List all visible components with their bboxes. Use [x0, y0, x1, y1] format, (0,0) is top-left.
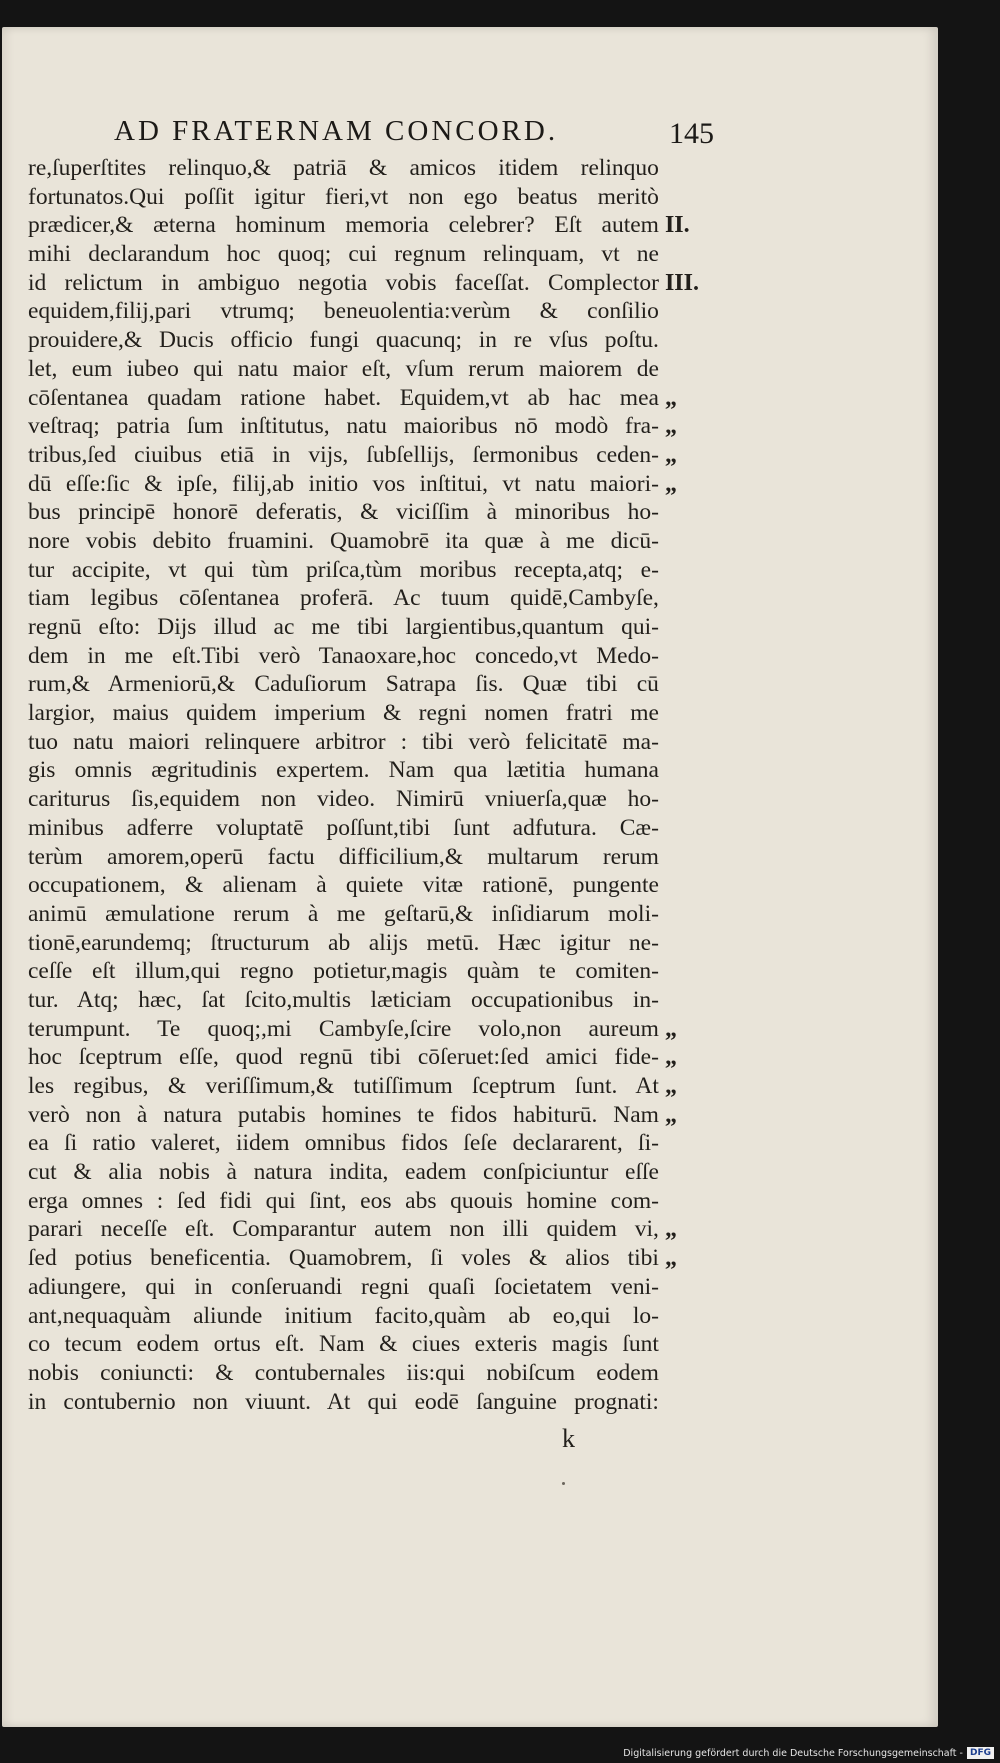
- margin-marker: „: [664, 1073, 677, 1099]
- line-text: minibus adferre voluptatē poſſunt,tibi ſunt adfutura. Cæ-: [28, 814, 659, 841]
- margin-marker: „: [664, 441, 677, 468]
- line-text: prædicer,& æterna hominum memoria celebrer? Eſt autem: [28, 212, 659, 239]
- line-text: bus principē honorē deferatis, & viciſſim à minoribus ho-: [28, 499, 659, 526]
- paper-speck: [562, 1482, 565, 1485]
- text-line: [28, 756, 708, 785]
- line-text: nore vobis debito fruamini. Quamobrē ita quæ à me dicū-: [28, 527, 659, 554]
- line-text: gis omnis ægritudinis expertem. Nam qua lætitia humana: [28, 757, 659, 784]
- line-text: animū æmulatione rerum à me geſtarū,& inſidiarum moli-: [28, 900, 659, 927]
- margin-marker: „: [664, 1015, 677, 1042]
- text-line: [28, 1302, 708, 1331]
- margin-marker: „: [664, 384, 677, 411]
- text-line: [28, 326, 708, 355]
- text-line: [28, 584, 708, 613]
- footer-credit: Digitalisierung gefördert durch die Deutsche Forschungsgemeinschaft -: [623, 1747, 963, 1759]
- text-line: [28, 355, 708, 384]
- line-text: verò non à natura putabis homines te fidos habiturū. Nam: [28, 1101, 659, 1128]
- line-text: dū eſſe:ſic & ipſe, filij,ab initio vos inſtitui, vt natu maiori-: [28, 470, 659, 497]
- margin-marker: „: [664, 413, 677, 440]
- line-text: cōſentanea quadam ratione habet. Equidem,vt ab hac mea: [28, 384, 659, 411]
- text-line: [28, 1187, 708, 1216]
- text-line: [28, 1158, 708, 1187]
- line-text: in contubernio non viuunt. At qui eodē ſanguine prognati:: [28, 1388, 659, 1415]
- line-text: terùm amorem,operū factu difficilium,& multarum rerum: [28, 843, 659, 870]
- text-line: [28, 154, 708, 183]
- margin-marker: „: [664, 1216, 677, 1243]
- line-text: hoc ſceptrum eſſe, quod regnū tibi cōſeruet:ſed amici fide-: [28, 1044, 659, 1071]
- text-line: [28, 1129, 708, 1158]
- margin-marker: „: [664, 1044, 677, 1071]
- line-text: let, eum iubeo qui natu maior eſt, vſum rerum maiorem de: [28, 355, 659, 382]
- text-line: [28, 929, 708, 958]
- line-text: tur. Atq; hæc, ſat ſcito,multis læticiam occupationibus in-: [28, 986, 659, 1013]
- book-page: [2, 27, 938, 1727]
- body-text: [28, 154, 708, 1416]
- text-line: [28, 1101, 708, 1130]
- text-line: [28, 957, 708, 986]
- text-line: [28, 642, 708, 671]
- running-head: AD FRATERNAM CONCORD.: [114, 115, 559, 147]
- line-text: les regibus, & veriſſimum,& tutiſſimum ſceptrum ſunt. At: [28, 1073, 659, 1099]
- text-line: [28, 470, 708, 499]
- text-line: [28, 1215, 708, 1244]
- text-line: [28, 556, 708, 585]
- page-number: 145: [669, 117, 714, 150]
- line-text: ea ſi ratio valeret, iidem omnibus fidos ſeſe declararent, ſi-: [28, 1130, 659, 1157]
- text-line: [28, 1388, 708, 1417]
- text-line: [28, 1273, 708, 1302]
- margin-marker: „: [664, 470, 677, 497]
- text-line: [28, 728, 708, 757]
- text-line: [28, 527, 708, 556]
- text-line: [28, 441, 708, 470]
- line-text: tionē,earundemq; ſtructurum ab alijs metū. Hæc igitur ne-: [28, 929, 659, 956]
- text-line: [28, 1043, 708, 1072]
- line-text: tribus,ſed ciuibus etiā in vijs, ſubſellijs, ſermonibus ceden-: [28, 441, 659, 468]
- text-line: [28, 871, 708, 900]
- line-text: nobis coniuncti: & contubernales iis:qui nobiſcum eodem: [28, 1359, 659, 1386]
- text-line: [28, 613, 708, 642]
- text-line: [28, 297, 708, 326]
- line-text: terumpunt. Te quoq;,mi Cambyſe,ſcire volo,non aureum: [28, 1015, 659, 1042]
- line-text: ſed potius beneficentia. Quamobrem, ſi voles & alios tibi: [28, 1245, 659, 1272]
- line-text: mihi declarandum hoc quoq; cui regnum relinquam, vt ne: [28, 241, 659, 268]
- line-text: fortunatos.Qui poſſit igitur fieri,vt non ego beatus meritò: [28, 183, 659, 210]
- dfg-logo-icon: DFG: [967, 1747, 994, 1759]
- text-line: [28, 1072, 708, 1101]
- text-line: [28, 1359, 708, 1388]
- line-text: dem in me eſt.Tibi verò Tanaoxare,hoc concedo,vt Medo-: [28, 642, 659, 669]
- text-line: [28, 699, 708, 728]
- line-text: parari neceſſe eſt. Comparantur autem non illi quidem vi,: [28, 1216, 659, 1243]
- text-line: [28, 843, 708, 872]
- text-line: [28, 384, 708, 413]
- line-text: rum,& Armeniorū,& Caduſiorum Satrapa ſis. Quæ tibi cū: [28, 671, 659, 698]
- line-text: cariturus ſis,equidem non video. Nimirū vniuerſa,quæ ho-: [28, 786, 659, 813]
- line-text: erga omnes : ſed fidi qui ſint, eos abs quouis homine com-: [28, 1187, 659, 1214]
- margin-marker: „: [664, 1245, 677, 1272]
- line-text: re,ſuperſtites relinquo,& patriā & amicos itidem relinquo: [28, 155, 659, 181]
- text-line: [28, 670, 708, 699]
- margin-marker: II.: [664, 212, 690, 239]
- line-text: regnū eſto: Dijs illud ac me tibi largientibus,quantum qui-: [28, 614, 659, 640]
- text-line: [28, 785, 708, 814]
- text-line: [28, 183, 708, 212]
- line-text: cut & alia nobis à natura indita, eadem conſpiciuntur eſſe: [28, 1159, 659, 1186]
- signature-mark: k: [562, 1424, 575, 1453]
- text-line: [28, 1244, 708, 1273]
- line-text: co tecum eodem ortus eſt. Nam & ciues exteris magis ſunt: [28, 1331, 659, 1358]
- text-line: [28, 211, 708, 240]
- text-line: [28, 900, 708, 929]
- line-text: occupationem, & alienam à quiete vitæ rationē, pungente: [28, 872, 659, 899]
- line-text: tuo natu maiori relinquere arbitror : tibi verò felicitatē ma-: [28, 728, 659, 755]
- line-text: ant,nequaquàm aliunde initium facito,quàm ab eo,qui lo-: [28, 1302, 659, 1329]
- line-text: ceſſe eſt illum,qui regno potietur,magis quàm te comiten-: [28, 958, 659, 985]
- text-line: [28, 498, 708, 527]
- text-line: [28, 1015, 708, 1044]
- line-text: tiam legibus cōſentanea proferā. Ac tuum quidē,Cambyſe,: [28, 585, 659, 612]
- line-text: tur accipite, vt qui tùm priſca,tùm moribus recepta,atq; e-: [28, 556, 659, 583]
- text-line: [28, 240, 708, 269]
- line-text: adiungere, qui in conſeruandi regni quaſi ſocietatem veni-: [28, 1273, 659, 1300]
- text-line: [28, 269, 708, 298]
- digitization-footer: [623, 1747, 994, 1759]
- line-text: id relictum in ambiguo negotia vobis faceſſat. Complector: [28, 269, 659, 296]
- line-text: veſtraq; patria ſum inſtitutus, natu maioribus nō modò fra-: [28, 413, 659, 440]
- margin-marker: „: [664, 1101, 677, 1128]
- text-line: [28, 412, 708, 441]
- margin-marker: III.: [664, 269, 699, 296]
- line-text: largior, maius quidem imperium & regni nomen fratri me: [28, 700, 659, 727]
- text-line: [28, 814, 708, 843]
- text-line: [28, 1330, 708, 1359]
- line-text: equidem,filij,pari vtrumq; beneuolentia:verùm & conſilio: [28, 298, 659, 325]
- text-line: [28, 986, 708, 1015]
- line-text: prouidere,& Ducis officio fungi quacunq; in re vſus poſtu.: [28, 327, 659, 354]
